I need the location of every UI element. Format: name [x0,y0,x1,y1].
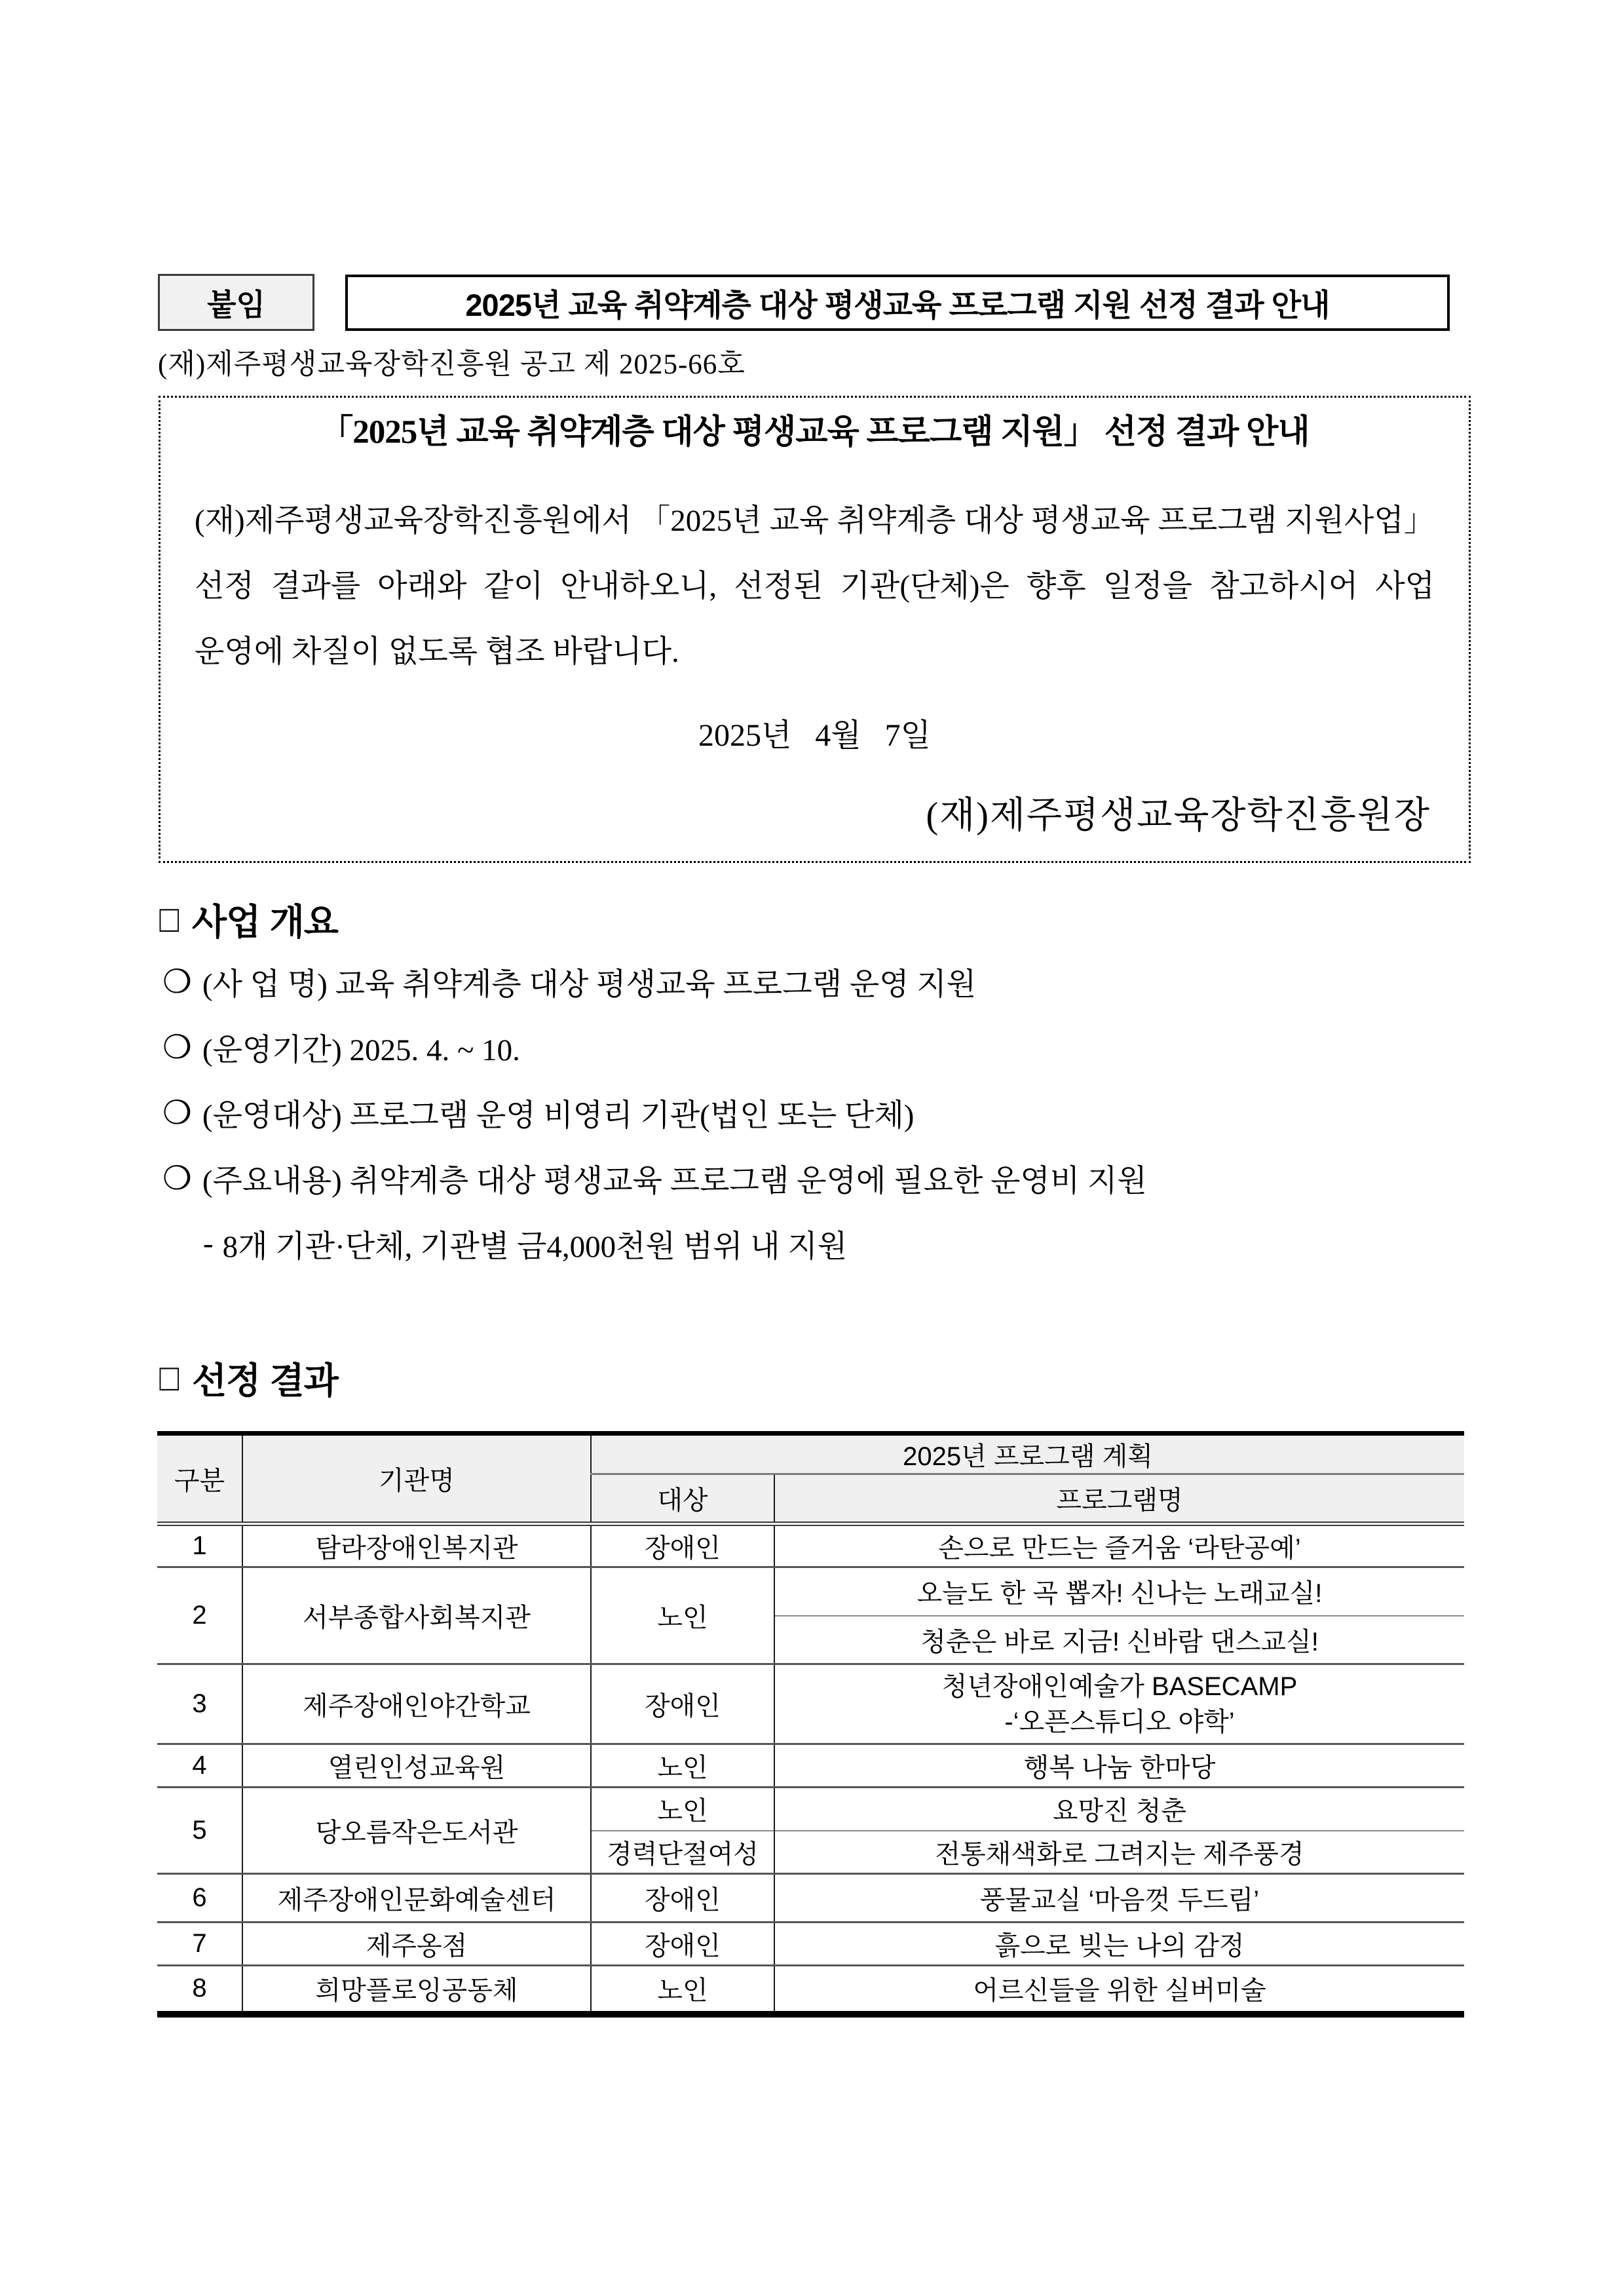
row-no: 6 [157,1874,242,1923]
attachment-label: 붙임 [207,287,265,322]
program-name: 흙으로 빚는 나의 감정 [774,1923,1464,1966]
square-marker-icon: □ [159,898,179,940]
target: 경력단절여성 [591,1831,774,1874]
org-name: 제주옹점 [242,1923,591,1966]
notice-box-title: 「2025년 교육 취약계층 대상 평생교육 프로그램 지원」 선정 결과 안내 [320,414,1310,451]
target: 장애인 [591,1923,774,1966]
notice-signature: (재)제주평생교육장학진흥원장 [926,795,1431,836]
target: 노인 [591,1567,774,1664]
program-name: 전통채색화로 그려지는 제주풍경 [774,1831,1464,1874]
row-no: 2 [157,1567,242,1664]
document-title: 2025년 교육 취약계층 대상 평생교육 프로그램 지원 선정 결과 안내 [465,287,1330,322]
program-name: 요망진 청춘 [774,1788,1464,1831]
org-name: 당오름작은도서관 [242,1788,591,1874]
target: 노인 [591,1788,774,1831]
square-marker-icon: □ [159,1356,179,1399]
org-name: 제주장애인야간학교 [242,1664,591,1744]
bullet-item [162,949,1479,1014]
attachment-label-box [158,274,314,331]
col-header-group: 구분 [157,1434,242,1524]
program-name: 풍물교실 ‘마음껏 두드림’ [774,1874,1464,1923]
program-line: -‘오픈스튜디오 야학’ [1004,1707,1235,1736]
selection-results-table [157,1431,1464,2018]
table-row [157,1524,1464,1567]
org-name: 제주장애인문화예술센터 [242,1874,591,1923]
bullet-text: (주요내용) 취약계층 대상 평생교육 프로그램 운영에 필요한 운영비 지원 [202,1164,1147,1198]
target: 노인 [591,1966,774,2014]
circle-bullet-icon: ❍ [162,963,192,1000]
overview-heading [158,893,338,945]
notice-box [159,396,1471,863]
org-name: 서부종합사회복지관 [242,1567,591,1664]
results-heading [158,1352,338,1404]
target: 장애인 [591,1664,774,1744]
notice-number: (재)제주평생교육장학진흥원 공고 제 2025-66호 [158,349,746,380]
program-name: 손으로 만드는 즐거움 ‘라탄공예’ [774,1524,1464,1567]
col-header-target: 대상 [591,1474,774,1524]
table-row [157,1744,1464,1788]
overview-heading-label: 사업 개요 [192,902,338,942]
results-heading-label: 선정 결과 [192,1360,338,1401]
sub-bullet-text: 8개 기관·단체, 기관별 금4,000천원 범위 내 지원 [222,1229,848,1264]
program-name: 어르신들을 위한 실버미술 [774,1966,1464,2014]
circle-bullet-icon: ❍ [162,1029,192,1065]
col-header-org: 기관명 [242,1434,591,1524]
target: 노인 [591,1744,774,1788]
target: 장애인 [591,1874,774,1923]
sub-bullet-item [162,1211,1479,1276]
program-name: 행복 나눔 한마당 [774,1744,1464,1788]
document-title-box [345,275,1450,331]
table-row [157,1567,1464,1616]
org-name: 희망플로잉공동체 [242,1966,591,2014]
bullet-text: (사 업 명) 교육 취약계층 대상 평생교육 프로그램 운영 지원 [202,967,977,1002]
row-no: 8 [157,1966,242,2014]
row-no: 1 [157,1524,242,1567]
dash-bullet-icon: - [203,1226,214,1261]
circle-bullet-icon: ❍ [162,1094,192,1131]
org-name: 탐라장애인복지관 [242,1524,591,1567]
program-name [774,1664,1464,1744]
bullet-text: (운영대상) 프로그램 운영 비영리 기관(법인 또는 단체) [202,1098,915,1133]
table-row [157,1874,1464,1923]
notice-box-body: (재)제주평생교육장학진흥원에서 「2025년 교육 취약계층 대상 평생교육 프로그램 지원사업」 선정 결과를 아래와 같이 안내하오니, 선정된 기관(단체)은 향후 일정을 참고하시어 사업 운영에 차질이 없도록 협조 바랍니다. [195,504,1435,669]
bullet-item [162,1145,1479,1211]
row-no: 4 [157,1744,242,1788]
bullet-item [162,1014,1479,1080]
circle-bullet-icon: ❍ [162,1160,192,1196]
program-line: 청년장애인예술가 BASECAMP [941,1672,1298,1701]
overview-bullets [162,949,1479,1276]
row-no: 3 [157,1664,242,1744]
col-header-plan: 2025년 프로그램 계획 [591,1434,1464,1474]
table-row [157,1966,1464,2014]
table-header-row [157,1434,1464,1474]
table-row [157,1664,1464,1744]
row-no: 5 [157,1788,242,1874]
col-header-program: 프로그램명 [774,1474,1464,1524]
table-row [157,1923,1464,1966]
notice-date: 2025년 4월 7일 [698,718,932,753]
org-name: 열린인성교육원 [242,1744,591,1788]
program-name: 오늘도 한 곡 뽑자! 신나는 노래교실! [774,1567,1464,1616]
program-name: 청춘은 바로 지금! 신바람 댄스교실! [774,1616,1464,1664]
bullet-item [162,1080,1479,1145]
bullet-text: (운영기간) 2025. 4. ~ 10. [202,1033,520,1067]
target: 장애인 [591,1524,774,1567]
table-row [157,1788,1464,1831]
row-no: 7 [157,1923,242,1966]
